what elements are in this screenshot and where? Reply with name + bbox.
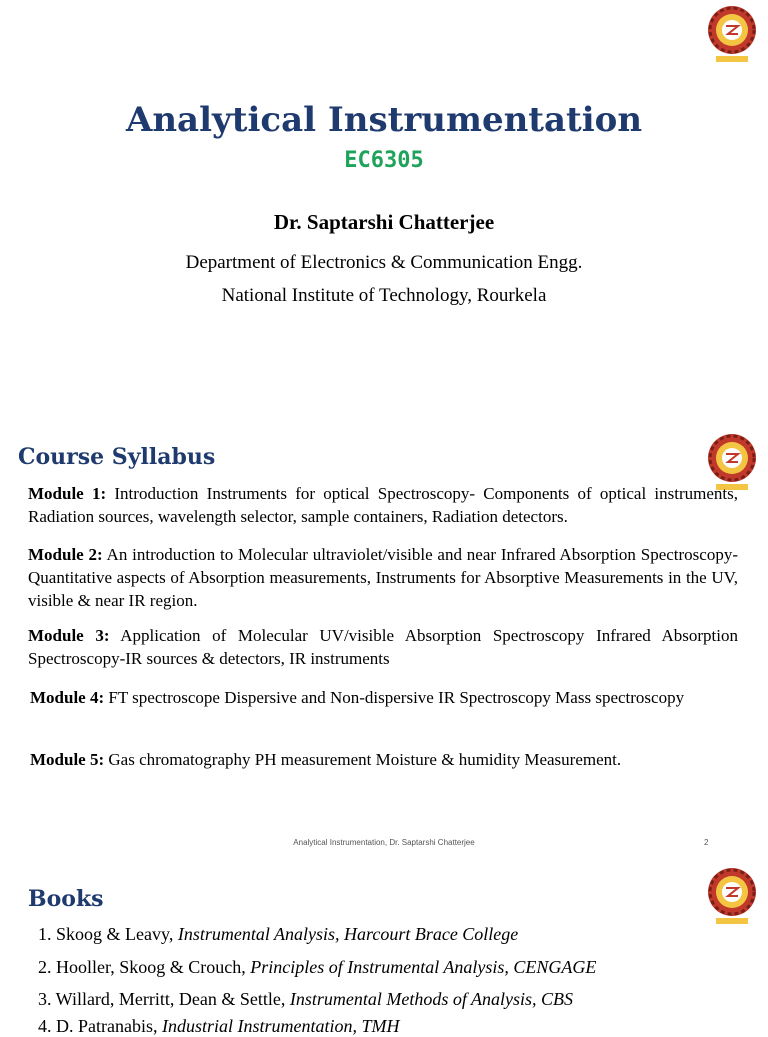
page-number: 2 — [704, 838, 709, 847]
book-authors: 1. Skoog & Leavy, — [38, 924, 178, 944]
module-label: Module 5: — [30, 750, 105, 769]
book-item — [38, 989, 573, 1010]
department-name: Department of Electronics & Communication Engg. — [185, 252, 583, 273]
syllabus-heading: Course Syllabus — [18, 444, 216, 470]
book-item — [38, 924, 518, 945]
module-text: An introduction to Molecular ultraviolet/visible and near Infrared Absorption Spectroscopy-Quantitative aspects of Absorption measurements, Instruments for Absorptive Measurements in the UV, visible & near IR region. — [28, 545, 738, 610]
module-text: Application of Molecular UV/visible Absorption Spectroscopy Infrared Absorption Spectroscopy-IR sources & detectors, IR instruments — [28, 626, 739, 668]
nit-rourkela-logo-icon — [706, 866, 758, 926]
module-4 — [30, 686, 734, 709]
module-text: Introduction Instruments for optical Spectroscopy- Components of optical instruments, Radiation sources, wavelength selector, sample containers, Radiation detectors. — [28, 484, 738, 526]
book-title: Instrumental Methods of Analysis, CBS — [289, 989, 574, 1009]
module-2 — [28, 543, 738, 612]
book-item — [38, 1016, 400, 1037]
book-authors: 3. Willard, Merritt, Dean & Settle, — [38, 989, 290, 1009]
books-slide — [0, 862, 768, 1036]
nit-rourkela-logo-icon — [706, 4, 758, 64]
module-5 — [30, 748, 740, 771]
syllabus-slide — [0, 428, 768, 856]
books-heading: Books — [28, 886, 104, 912]
author-name: Dr. Saptarshi Chatterjee — [273, 210, 495, 234]
book-item — [38, 957, 596, 978]
module-text: FT spectroscope Dispersive and Non-dispersive IR Spectroscopy Mass spectroscopy — [104, 688, 685, 707]
module-3 — [28, 624, 738, 670]
page-title: Analytical Instrumentation — [125, 100, 643, 140]
title-slide — [0, 0, 768, 420]
module-label: Module 3: — [28, 626, 110, 645]
book-title: Instrumental Analysis, Harcourt Brace College — [177, 924, 519, 944]
book-title: Industrial Instrumentation, TMH — [161, 1016, 400, 1036]
module-text: Gas chromatography PH measurement Moisture & humidity Measurement. — [104, 750, 622, 769]
module-label: Module 1: — [28, 484, 107, 503]
book-title: Principles of Instrumental Analysis, CENGAGE — [250, 957, 597, 977]
course-code: EC6305 — [344, 148, 424, 173]
book-authors: 4. D. Patranabis, — [38, 1016, 162, 1036]
module-1 — [28, 482, 738, 528]
slide-footer: Analytical Instrumentation, Dr. Saptarshi Chatterjee — [293, 838, 475, 847]
book-authors: 2. Hooller, Skoog & Crouch, — [38, 957, 251, 977]
module-label: Module 2: — [28, 545, 103, 564]
module-label: Module 4: — [30, 688, 105, 707]
institute-name: National Institute of Technology, Rourkela — [221, 285, 547, 306]
